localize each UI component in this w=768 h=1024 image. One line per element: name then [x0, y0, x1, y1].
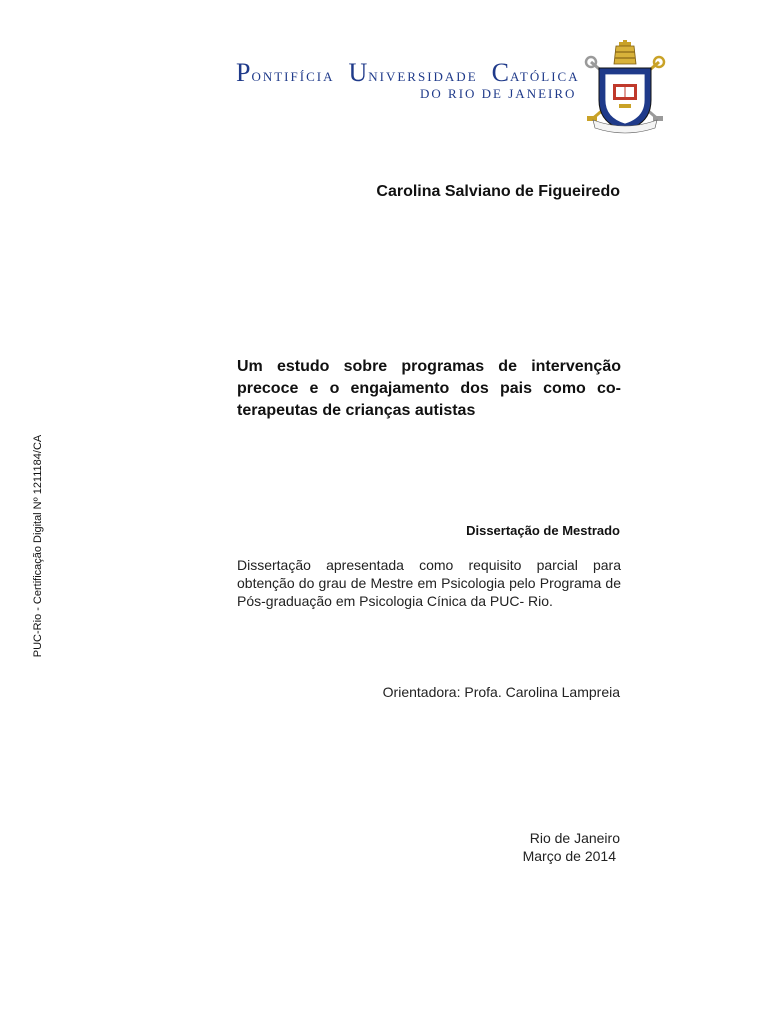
- degree-description: Dissertação apresentada como requisito parcial para obtenção do grau de Mestre em Psicologia pelo Programa de Pós-graduação em Psicologia Cínica da PUC- Rio.: [237, 557, 621, 609]
- university-initial-p: P: [236, 58, 252, 87]
- university-initial-u: U: [348, 58, 369, 87]
- tiara-icon: [614, 40, 636, 64]
- degree-heading: Dissertação de Mestrado: [466, 523, 620, 538]
- author-name: Carolina Salviano de Figueiredo: [376, 183, 620, 200]
- university-name: [236, 60, 580, 86]
- university-crest-icon: [583, 40, 667, 134]
- dissertation-title: Um estudo sobre programas de intervenção precoce e o engajamento dos pais como co-terapeutas de crianças autistas: [237, 358, 621, 419]
- shield-icon: [599, 68, 651, 130]
- side-certification: PUC-Rio - Certificação Digital Nº 1211184/CA: [32, 434, 44, 658]
- university-word-pontificia: ONTIFÍCIA: [251, 69, 335, 84]
- university-word-universidade: NIVERSIDADE: [368, 69, 478, 84]
- university-word-catolica: ATÓLICA: [509, 69, 580, 84]
- university-initial-c: C: [491, 58, 510, 87]
- date-text: Março de 2014: [522, 848, 616, 864]
- place-text: Rio de Janeiro: [529, 830, 620, 846]
- advisor-line: Orientadora: Profa. Carolina Lampreia: [382, 684, 620, 700]
- university-city: DO RIO DE JANEIRO: [420, 86, 577, 101]
